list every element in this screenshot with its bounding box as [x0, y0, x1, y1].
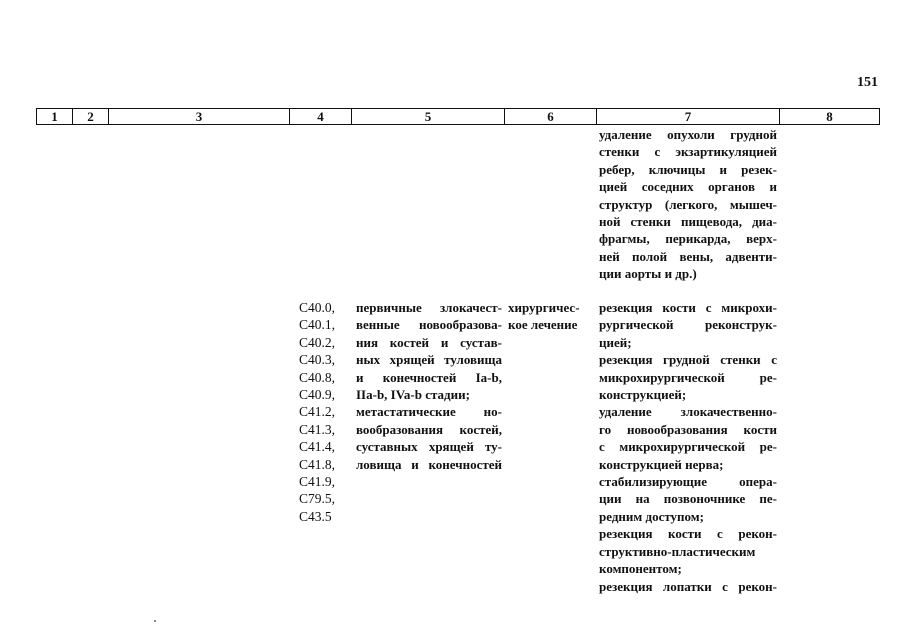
text-line: удаление злокачественно-: [599, 404, 777, 420]
text-line: кое лечение: [508, 317, 578, 333]
icd-code: C41.2,: [299, 404, 336, 420]
scan-speck: [154, 620, 156, 622]
column-header-1: 1: [37, 109, 73, 124]
text-line: резекция кости с рекон-: [599, 526, 777, 542]
text-line: стенки с экзартикуляцией: [599, 144, 777, 160]
text-line: цией соседних органов и: [599, 179, 777, 195]
text-line: и конечностей Ia-b,: [356, 369, 502, 385]
row2-treatment-cell: [508, 299, 592, 334]
text-line: микрохирургической ре-: [599, 369, 777, 385]
text-line: го новообразования кости: [599, 421, 777, 437]
text-line: стабилизирующие опера-: [599, 474, 777, 490]
text-line: структур (легкого, мышеч-: [599, 196, 777, 212]
column-header-4: 4: [290, 109, 352, 124]
text-line: рургической реконструк-: [599, 317, 777, 333]
icd-code: C40.9,: [299, 387, 336, 403]
icd-code: C40.1,: [299, 317, 336, 333]
text-line: хирургичес-: [508, 300, 580, 315]
icd-code: C40.3,: [299, 352, 336, 368]
text-line: ных хрящей туловища: [356, 352, 502, 368]
column-header-2: 2: [73, 109, 109, 124]
text-line: конструкцией нерва;: [599, 456, 724, 472]
text-line: удаление опухоли грудной: [599, 127, 777, 142]
page-number: 151: [857, 75, 878, 90]
icd-code: C41.8,: [299, 456, 336, 472]
text-line: компонентом;: [599, 561, 682, 577]
column-header-5: 5: [352, 109, 505, 124]
icd-code: C40.8,: [299, 369, 336, 385]
text-line: ной стенки пищевода, диа-: [599, 214, 777, 230]
text-line: конструкцией;: [599, 387, 687, 403]
row2-methods-cell: [599, 299, 777, 595]
text-line: цией;: [599, 334, 632, 350]
text-line: ней полой вены, адвенти-: [599, 248, 777, 264]
text-line: резекция кости с микрохи-: [599, 300, 777, 315]
text-line: ния костей и сустав-: [356, 334, 502, 350]
text-line: ребер, ключицы и резек-: [599, 161, 777, 177]
row2-codes-cell: [299, 299, 351, 525]
column-header-7: 7: [597, 109, 780, 124]
text-line: резекция лопатки с рекон-: [599, 578, 777, 594]
text-line: структивно-пластическим: [599, 543, 756, 559]
text-line: суставных хрящей ту-: [356, 439, 502, 455]
icd-code: C43.5: [299, 508, 332, 524]
text-line: ловища и конечностей: [356, 456, 502, 472]
text-line: метастатические но-: [356, 404, 502, 420]
text-line: редним доступом;: [599, 508, 704, 524]
row2-diagnosis-cell: [356, 299, 502, 473]
text-line: венные новообразова-: [356, 317, 502, 333]
icd-code: C41.9,: [299, 474, 336, 490]
text-line: первичные злокачест-: [356, 300, 502, 315]
icd-code: C40.0,: [299, 300, 336, 315]
text-line: ции на позвоночнике пе-: [599, 491, 777, 507]
icd-code: C40.2,: [299, 334, 336, 350]
column-header-3: 3: [109, 109, 290, 124]
icd-code: C79.5,: [299, 491, 336, 507]
icd-code: C41.3,: [299, 421, 336, 437]
text-line: ции аорты и др.): [599, 266, 697, 282]
row1-methods-cell: [599, 126, 777, 283]
icd-code: C41.4,: [299, 439, 336, 455]
text-line: фрагмы, перикарда, верх-: [599, 231, 777, 247]
column-header-6: 6: [505, 109, 597, 124]
text-line: резекция грудной стенки с: [599, 352, 777, 368]
column-header-8: 8: [826, 109, 833, 124]
table-header-row: [36, 108, 880, 125]
text-line: с микрохирургической ре-: [599, 439, 777, 455]
text-line: IIa-b, IVa-b стадии;: [356, 387, 470, 403]
text-line: вообразования костей,: [356, 421, 502, 437]
